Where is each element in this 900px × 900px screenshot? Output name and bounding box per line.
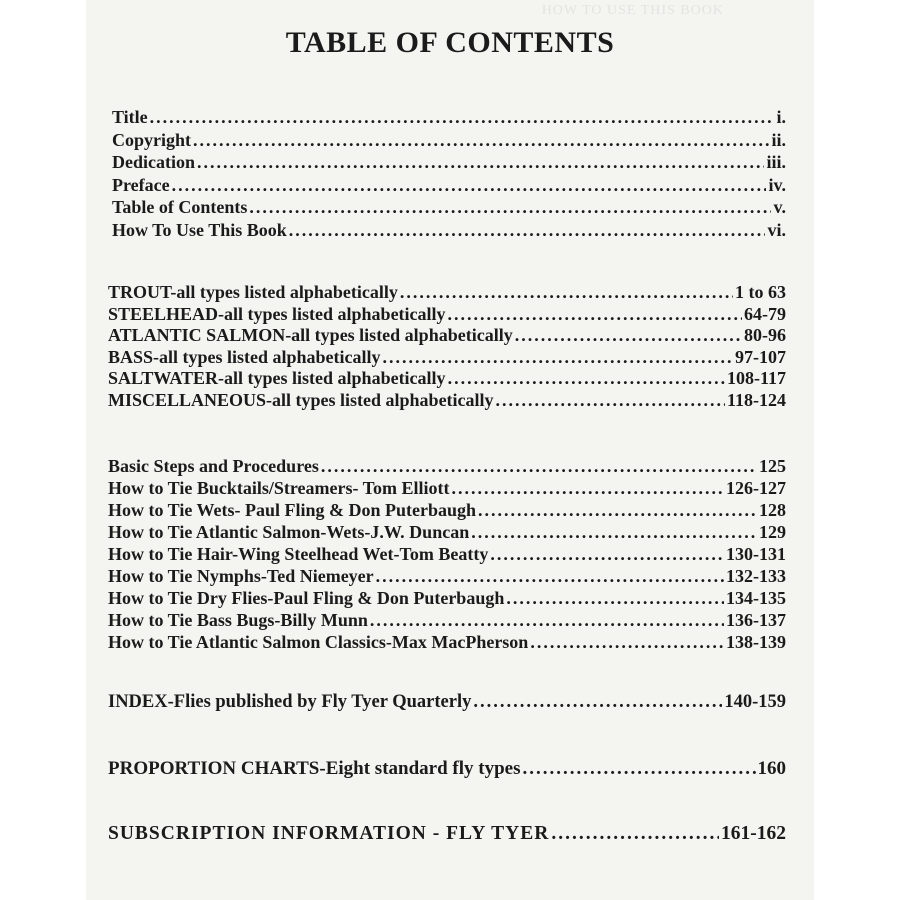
toc-entry-page: 125 <box>759 456 786 476</box>
toc-entry-page: 161-162 <box>721 823 786 844</box>
toc-entry <box>108 690 786 714</box>
toc-entry-label: How To Use This Book <box>112 219 287 240</box>
toc-entry <box>108 822 786 846</box>
toc-entry-label: How to Tie Dry Flies-Paul Fling & Don Puterbaugh <box>108 588 505 608</box>
dot-leader <box>551 822 719 846</box>
toc-entry-label: MISCELLANEOUS-all types listed alphabetically <box>108 389 494 410</box>
toc-entry <box>108 521 786 543</box>
toc-entry-page: 140-159 <box>724 692 786 712</box>
toc-entry <box>108 196 786 219</box>
dot-leader <box>289 219 766 242</box>
toc-entry-page: 136-137 <box>726 610 786 630</box>
dot-leader <box>471 521 757 543</box>
toc-entry-page: v. <box>773 197 786 217</box>
dot-leader <box>383 347 733 369</box>
dot-leader <box>197 151 764 174</box>
toc-entry <box>108 587 786 609</box>
toc-entry-page: 108-117 <box>726 368 786 388</box>
toc-entry <box>108 347 786 369</box>
toc-entry-page: 129 <box>759 522 786 542</box>
dot-leader <box>490 543 724 565</box>
dot-leader <box>448 368 725 390</box>
toc-entry <box>108 757 786 781</box>
toc-entry-page: 128 <box>759 500 786 520</box>
toc-entry-page: 138-139 <box>726 632 786 652</box>
toc-entry <box>108 219 786 242</box>
toc-entry <box>108 477 786 499</box>
toc-entry-page: 97-107 <box>735 346 786 367</box>
toc-entry-page: 134-135 <box>726 588 786 608</box>
toc-entry <box>108 543 786 565</box>
dot-leader <box>515 325 742 347</box>
toc-entry-page: ii. <box>771 129 786 150</box>
bleed-through-heading: HOW TO USE THIS BOOK <box>541 3 724 18</box>
book-page <box>86 0 814 900</box>
toc-entry-page: 118-124 <box>726 389 786 410</box>
toc-entry-label: Preface <box>112 174 170 195</box>
dot-leader <box>496 390 725 412</box>
toc-entry <box>108 106 786 129</box>
toc-entry <box>108 151 786 174</box>
toc-entry <box>108 390 786 412</box>
toc-entry <box>108 609 786 631</box>
dot-leader <box>473 690 722 714</box>
toc-entry-label: How to Tie Atlantic Salmon Classics-Max MacPherson <box>108 632 529 652</box>
toc-entry-label: Basic Steps and Procedures <box>108 456 319 476</box>
toc-entry <box>108 368 786 390</box>
toc-entry-label: How to Tie Bass Bugs-Billy Munn <box>108 610 368 630</box>
page-title: TABLE OF CONTENTS <box>285 26 615 59</box>
toc-entry-label: INDEX-Flies published by Fly Tyer Quarterly <box>108 692 472 712</box>
toc-entry <box>108 499 786 521</box>
toc-entry-page: i. <box>776 107 786 127</box>
dot-leader <box>448 304 742 326</box>
toc-entry <box>108 129 786 152</box>
toc-entry-page: 130-131 <box>726 544 786 564</box>
toc-entry <box>108 304 786 326</box>
toc-entry-page: 132-133 <box>726 566 786 586</box>
dot-leader <box>321 455 757 477</box>
toc-entry-label: How to Tie Wets- Paul Fling & Don Puterbaugh <box>108 500 477 520</box>
toc-entry-page: iv. <box>768 174 786 195</box>
toc-entry <box>108 455 786 477</box>
toc-entry <box>108 631 786 653</box>
dot-leader <box>150 106 775 129</box>
dot-leader <box>376 565 724 587</box>
dot-leader <box>249 196 771 219</box>
toc-entry-label: SUBSCRIPTION INFORMATION - FLY TYER <box>108 823 550 844</box>
dot-leader <box>452 477 724 499</box>
toc-entry-label: Dedication <box>112 152 195 172</box>
toc-entry-label: BASS-all types listed alphabetically <box>108 346 381 367</box>
dot-leader <box>478 499 757 521</box>
toc-entry-label: Table of Contents <box>112 197 248 217</box>
toc-entry <box>108 565 786 587</box>
toc-entry <box>108 325 786 347</box>
dot-leader <box>172 174 767 197</box>
tying-sections-list <box>108 455 786 653</box>
toc-entry-label: How to Tie Hair-Wing Steelhead Wet-Tom Beatty <box>108 544 489 564</box>
dot-leader <box>522 757 755 781</box>
dot-leader <box>370 609 724 631</box>
front-matter-list <box>108 106 786 241</box>
toc-entry-label: How to Tie Nymphs-Ted Niemeyer <box>108 566 374 586</box>
toc-entry-page: 64-79 <box>744 303 786 324</box>
toc-entry-page: 1 to 63 <box>735 282 786 302</box>
dot-leader <box>506 587 724 609</box>
dot-leader <box>530 631 724 653</box>
toc-entry-page: 80-96 <box>744 325 786 345</box>
toc-entry-label: How to Tie Atlantic Salmon-Wets-J.W. Duncan <box>108 522 470 542</box>
proportion-charts-section <box>108 757 786 781</box>
toc-entry-page: iii. <box>766 152 786 172</box>
subscription-section <box>108 822 786 846</box>
toc-entry-label: How to Tie Bucktails/Streamers- Tom Elliott <box>108 478 450 498</box>
toc-entry-page: 126-127 <box>726 478 786 498</box>
dot-leader <box>400 282 733 304</box>
index-section <box>108 690 786 714</box>
dot-leader <box>193 129 769 152</box>
toc-entry-label: Title <box>112 107 148 127</box>
fly-sections-list <box>108 282 786 411</box>
toc-entry <box>108 174 786 197</box>
toc-entry-label: ATLANTIC SALMON-all types listed alphabetically <box>108 325 513 345</box>
toc-entry-label: TROUT-all types listed alphabetically <box>108 282 398 302</box>
toc-entry <box>108 282 786 304</box>
toc-entry-label: STEELHEAD-all types listed alphabetically <box>108 303 446 324</box>
toc-entry-label: SALTWATER-all types listed alphabetically <box>108 368 446 388</box>
toc-entry-label: PROPORTION CHARTS-Eight standard fly types <box>108 758 521 779</box>
toc-entry-page: vi. <box>767 219 786 240</box>
toc-entry-label: Copyright <box>112 129 192 150</box>
toc-entry-page: 160 <box>757 758 786 779</box>
